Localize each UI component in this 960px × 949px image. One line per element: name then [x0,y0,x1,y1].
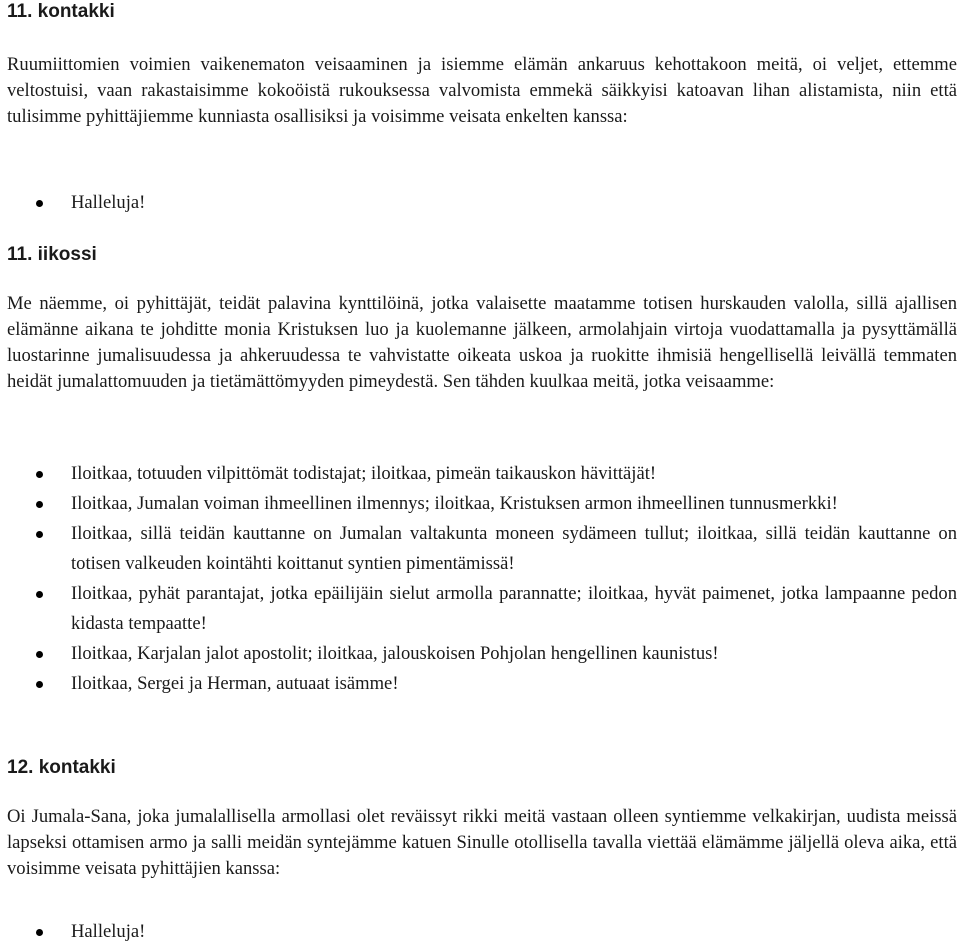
list-item-text: Iloitkaa, sillä teidän kauttanne on Jumalan valtakunta moneen sydämeen tullut; iloitkaa, sillä teidän kauttanne on totisen valkeuden kointähti koittanut syntien pimentämissä! [71,523,957,574]
list-item [7,519,957,579]
list-item [7,489,957,519]
list-item [7,639,957,669]
section-paragraph-12-kontakki: Oi Jumala-Sana, joka jumalallisella armollasi olet reväissyt rikki meitä vastaan olleen syntiemme velkakirjan, uudista meissä lapseksi ottamisen armo ja salli meidän syntejämme katuen Sinulle otollisella tavalla viettää elämämme jäljellä oleva aika, että voisimme veisata pyhittäjien kanssa: [7,806,957,879]
list-item-text: Iloitkaa, Karjalan jalot apostolit; iloitkaa, jalouskoisen Pohjolan hengellinen kaunistus! [71,643,719,664]
section-paragraph-11-iikossi: Me näemme, oi pyhittäjät, teidät palavina kynttilöinä, jotka valaisette maatamme totisen hurskauden valolla, sillä ajallisen elämänne aikana te johditte monia Kristuksen luo ja kuolemanne jälkeen, armolahjain virtoja vuodattamalla ja pysyttämällä luostarinne jumalisuudessa ja ahkeruudessa te vahvistatte oikeata uskoa ja ruokitte ihmisiä hengellisellä leivällä temmaten heidät jumalattomuuden ja tietämättömyyden pimeydestä. Sen tähden kuulkaa meitä, jotka veisaamme: [7,293,957,392]
bullet-icon [36,501,43,508]
bullet-icon [36,681,43,688]
list-item-text: Halleluja! [71,192,146,213]
list-item-text: Iloitkaa, pyhät parantajat, jotka epäilijäin sielut armolla parannatte; iloitkaa, hyvät paimenet, jotka lampaanne pedon kidasta tempaatte! [71,583,957,634]
bullet-icon [36,200,43,207]
bullet-icon [36,591,43,598]
bullet-icon [36,471,43,478]
list-item [7,579,957,639]
bullet-list-12-kontakki [7,917,957,947]
bullet-icon [36,531,43,538]
list-item [7,669,957,699]
bullet-list-11-kontakki [7,188,957,218]
list-item [7,459,957,489]
bullet-icon [36,929,43,936]
bullet-icon [36,651,43,658]
section-heading-11-iikossi: 11. iikossi [7,244,97,265]
list-item [7,917,957,947]
list-item-text: Iloitkaa, totuuden vilpittömät todistajat; iloitkaa, pimeän taikauskon hävittäjät! [71,463,657,484]
list-item-text: Iloitkaa, Jumalan voiman ihmeellinen ilmennys; iloitkaa, Kristuksen armon ihmeellinen tunnusmerkki! [71,493,838,514]
list-item-text: Halleluja! [71,921,146,942]
list-item [7,188,957,218]
section-heading-11-kontakki: 11. kontakki [7,1,115,22]
list-item-text: Iloitkaa, Sergei ja Herman, autuaat isämme! [71,673,399,694]
bullet-list-11-iikossi [7,459,957,699]
section-heading-12-kontakki: 12. kontakki [7,757,116,778]
section-paragraph-11-kontakki: Ruumiittomien voimien vaikenematon veisaaminen ja isiemme elämän ankaruus kehottakoon meitä, oi veljet, ettemme veltostuisi, vaan rakastaisimme kokoöistä rukouksessa valvomista emmekä säikkyisi katoavan lihan alistamista, niin että tulisimme pyhittäjiemme kunniasta osallisiksi ja voisimme veisata enkelten kanssa: [7,54,957,127]
